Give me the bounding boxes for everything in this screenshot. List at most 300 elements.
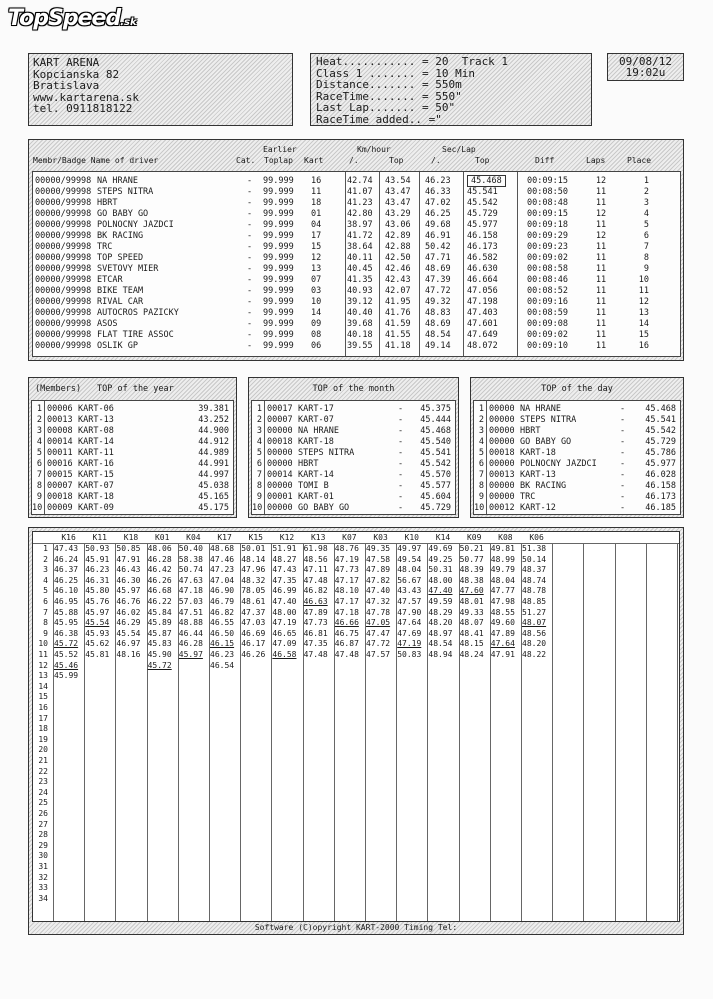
results-kmh-top: 42.43 — [385, 275, 411, 285]
top-month-row — [252, 415, 455, 426]
results-diff: 00:09:10 — [527, 341, 568, 351]
results-driver-name: SVETOVY MIER — [97, 264, 159, 274]
lap-time: 48.85 — [522, 597, 547, 606]
top-year-row — [32, 503, 233, 514]
results-toplap: 99.999 — [263, 341, 294, 351]
results-sec-top: 48.072 — [467, 341, 498, 351]
hdr-kmh-avg: /. — [349, 156, 359, 165]
results-diff: 00:09:18 — [527, 220, 568, 230]
results-kmh-avg: 38.97 — [347, 220, 373, 230]
results-kmh-avg: 41.35 — [347, 275, 373, 285]
lap-kart-header: K03 — [373, 533, 388, 542]
lap-time: 46.90 — [210, 586, 235, 596]
lap-row-number: 1 — [43, 544, 48, 553]
lap-time: 61.98 — [303, 544, 328, 553]
results-driver-name: OSLIK GP — [97, 341, 138, 351]
hdr-sec-top: Top — [475, 156, 490, 165]
lap-time: 56.67 — [397, 575, 422, 585]
venue-line: tel. 0911818122 — [33, 102, 133, 115]
top-year-rank: 5 — [36, 448, 42, 458]
results-sec-top: 47.056 — [467, 286, 498, 296]
results-kart: 09 — [311, 319, 322, 329]
hdr-kmh: Km/hour — [357, 145, 391, 154]
top-month-row — [252, 459, 455, 470]
lap-time: 45.84 — [147, 607, 172, 617]
results-laps: 11 — [595, 275, 607, 285]
lap-time: 48.15 — [459, 639, 484, 649]
results-cat: - — [247, 242, 253, 252]
results-driver-name: POLNOCNY JAZDCI — [97, 220, 174, 230]
results-diff: 00:08:46 — [527, 275, 568, 285]
results-diff: 00:09:15 — [527, 209, 568, 219]
top-month-member-id: 00000 — [267, 503, 293, 513]
results-kmh-top: 41.76 — [385, 308, 411, 318]
top-month-row — [252, 437, 455, 448]
results-kart: 16 — [311, 176, 322, 186]
top-year-kart: KART-11 — [78, 448, 114, 458]
top-day-cat: - — [620, 448, 626, 458]
results-toplap: 99.999 — [263, 253, 294, 263]
results-row — [33, 209, 680, 220]
top-day-member-id: 00000 — [489, 415, 515, 425]
results-sec-top: 46.630 — [467, 264, 498, 274]
lap-time: 46.15 — [210, 639, 235, 649]
lap-time: 48.20 — [428, 618, 453, 628]
top-year-row — [32, 448, 233, 459]
results-row — [33, 330, 680, 341]
lap-time: 46.65 — [272, 628, 297, 638]
results-member-id: 00000/99998 — [35, 308, 92, 318]
top-day-cat: - — [620, 459, 626, 469]
lap-row-number: 4 — [43, 575, 48, 585]
lap-kart-header: K16 — [61, 533, 76, 542]
lap-time: 47.18 — [334, 607, 359, 617]
top-day-cat: - — [620, 415, 626, 425]
members-label: (Members) — [35, 384, 82, 394]
lap-time: 46.26 — [147, 575, 172, 585]
results-cat: - — [247, 231, 253, 241]
lap-time: 47.19 — [397, 639, 422, 649]
results-cat: - — [247, 220, 253, 230]
results-kmh-avg: 40.11 — [347, 253, 373, 263]
top-year-kart: KART-09 — [78, 503, 114, 513]
lap-row-number: 19 — [38, 734, 48, 744]
results-member-id: 00000/99998 — [35, 220, 92, 230]
results-laps: 12 — [595, 231, 607, 241]
lap-time: 45.72 — [54, 639, 79, 649]
results-kmh-top: 42.88 — [385, 242, 411, 252]
top-month-kart: GO BABY GO — [298, 503, 350, 513]
lap-time: 47.19 — [334, 554, 359, 564]
results-diff: 00:09:08 — [527, 319, 568, 329]
top-day-kart: KART-12 — [520, 503, 556, 513]
top-month-rank: 10 — [252, 503, 263, 513]
lap-kart-header: K06 — [529, 533, 544, 542]
results-laps: 11 — [595, 187, 607, 197]
lap-time: 47.91 — [116, 554, 141, 564]
results-sec-top: 46.158 — [467, 231, 498, 241]
lap-row-number: 21 — [38, 756, 48, 765]
results-kmh-avg: 42.74 — [347, 176, 373, 186]
results-member-id: 00000/99998 — [35, 297, 92, 307]
lap-time: 46.58 — [272, 650, 297, 659]
results-place: 7 — [643, 242, 649, 252]
lap-time: 46.69 — [241, 628, 266, 638]
results-kmh-top: 43.54 — [385, 176, 411, 186]
lap-time: 47.89 — [303, 607, 328, 617]
results-kmh-avg: 41.07 — [347, 187, 373, 197]
results-place: 12 — [638, 297, 649, 307]
lap-row-number: 29 — [38, 840, 48, 850]
top-day-time: 46.185 — [645, 503, 676, 513]
top-day-rank: 5 — [478, 448, 484, 458]
top-year-kart: KART-14 — [78, 437, 114, 447]
lap-time: 47.32 — [366, 597, 391, 606]
top-day-member-id: 00000 — [489, 426, 515, 436]
lap-time: 46.31 — [85, 575, 110, 585]
top-month-rank: 1 — [256, 404, 262, 414]
results-diff: 00:09:29 — [527, 231, 568, 241]
lap-time: 47.43 — [272, 565, 297, 575]
results-row — [33, 286, 680, 297]
lap-kart-header: K08 — [498, 533, 513, 542]
results-table — [32, 171, 681, 357]
results-laps: 11 — [595, 264, 607, 274]
results-kmh-top: 43.06 — [385, 220, 411, 230]
lap-time: 48.22 — [522, 650, 547, 659]
top-year-row — [32, 415, 233, 426]
top-year-row — [32, 470, 233, 481]
lap-time: 46.82 — [210, 607, 235, 617]
top-day-row — [474, 448, 680, 459]
results-laps: 12 — [595, 176, 607, 186]
lap-time: 47.47 — [366, 628, 391, 638]
results-member-id: 00000/99998 — [35, 187, 92, 197]
top-month-cat: - — [398, 437, 404, 447]
top-month-row — [252, 426, 455, 437]
lap-time: 47.73 — [334, 565, 359, 575]
lap-time: 48.55 — [490, 607, 515, 617]
lap-time: 47.82 — [366, 575, 391, 585]
lap-time: 51.27 — [522, 607, 547, 617]
lap-kart-header: K13 — [310, 533, 326, 542]
race-info-line: Last Lap....... = 50" — [316, 101, 456, 114]
top-year-rank: 6 — [36, 459, 42, 469]
lap-time: 49.33 — [459, 607, 484, 617]
results-cat: - — [247, 198, 253, 208]
top-year-time: 45.175 — [198, 503, 229, 513]
top-month-box — [248, 377, 459, 518]
lap-time: 48.07 — [522, 618, 547, 628]
results-toplap: 99.999 — [263, 308, 294, 318]
lap-time: 46.17 — [241, 639, 266, 649]
lap-time: 46.81 — [303, 628, 328, 638]
lap-time: 47.57 — [397, 597, 422, 606]
race-info-line: Distance....... = 550m — [316, 78, 462, 91]
top-day-kart: GO BABY GO — [520, 437, 572, 447]
lap-kart-header: K15 — [248, 533, 263, 542]
results-sec-avg: 48.54 — [425, 330, 451, 340]
top-month-row — [252, 503, 455, 514]
top-year-kart: KART-13 — [78, 415, 114, 425]
results-laps: 11 — [595, 198, 607, 208]
venue-line: Kopcianska 82 — [33, 67, 120, 81]
results-place: 8 — [643, 253, 649, 263]
results-kmh-avg: 40.40 — [347, 308, 373, 318]
lap-row-number: 18 — [38, 724, 48, 734]
top-day-cat: - — [620, 481, 626, 491]
lap-time: 45.99 — [54, 671, 79, 681]
results-sec-avg: 47.39 — [425, 275, 451, 285]
footer-text: Software (C)opyright KART-2000 Timing Tel: — [254, 923, 458, 932]
lap-time: 45.80 — [85, 586, 110, 596]
results-sec-top: 46.582 — [467, 253, 498, 263]
top-month-kart: KART-14 — [298, 470, 334, 480]
lap-time: 47.89 — [490, 628, 515, 638]
race-info-line: RaceTime....... = 550" — [316, 89, 462, 103]
lap-time: 47.72 — [366, 639, 391, 649]
results-kmh-avg: 39.68 — [347, 319, 373, 329]
lap-row-number: 11 — [38, 650, 48, 659]
lap-time: 46.28 — [147, 554, 172, 564]
lap-time: 45.83 — [147, 639, 172, 649]
top-day-member-id: 00000 — [489, 437, 515, 447]
lap-time: 48.06 — [147, 544, 172, 553]
top-day-title: TOP of the day — [541, 384, 613, 394]
lap-time: 45.93 — [85, 628, 110, 638]
results-kmh-avg: 39.12 — [347, 297, 373, 307]
top-day-rank: 8 — [478, 481, 484, 491]
lap-row-number: 13 — [38, 671, 48, 681]
results-toplap: 99.999 — [263, 220, 294, 230]
results-row — [33, 187, 680, 198]
results-diff: 00:08:58 — [527, 264, 568, 274]
top-day-member-id: 00000 — [489, 492, 515, 502]
top-day-rank: 9 — [478, 492, 484, 502]
results-sec-avg: 48.69 — [425, 264, 451, 274]
lap-time: 46.26 — [241, 650, 266, 659]
results-driver-name: STEPS NITRA — [97, 187, 154, 197]
results-sec-top: 45.542 — [467, 198, 498, 208]
lap-time: 47.58 — [366, 554, 391, 564]
top-month-time: 45.729 — [420, 503, 451, 513]
top-year-kart: KART-08 — [78, 426, 114, 436]
results-cat: - — [247, 187, 253, 197]
results-sec-top: 46.173 — [467, 242, 498, 252]
results-diff: 00:09:23 — [527, 242, 568, 252]
lap-time: 46.54 — [210, 660, 235, 670]
top-year-member-id: 00015 — [47, 470, 73, 480]
lap-time: 47.90 — [397, 607, 422, 617]
top-year-time: 43.252 — [198, 415, 229, 425]
results-row — [33, 242, 680, 253]
results-kmh-avg: 40.18 — [347, 330, 373, 340]
results-kart: 04 — [311, 220, 322, 230]
lap-time: 47.19 — [272, 618, 297, 628]
lap-time: 47.40 — [366, 586, 391, 596]
top-month-member-id: 00001 — [267, 492, 293, 502]
venue-line: Bratislava — [33, 79, 100, 92]
top-day-cat: - — [620, 404, 626, 414]
results-member-id: 00000/99998 — [35, 264, 92, 274]
lap-time: 46.99 — [272, 586, 297, 596]
results-sec-top: 47.403 — [467, 308, 498, 318]
top-year-rank: 3 — [36, 426, 42, 436]
lap-kart-header: K17 — [217, 533, 232, 542]
results-sec-avg: 49.14 — [425, 341, 451, 351]
hdr-cat: Cat. — [236, 156, 256, 165]
lap-time: 49.35 — [366, 544, 391, 553]
lap-time: 50.83 — [397, 650, 422, 659]
lap-row-number: 33 — [38, 883, 48, 893]
top-month-time: 45.542 — [420, 459, 451, 469]
lap-time: 50.74 — [178, 565, 203, 575]
results-row — [33, 253, 680, 264]
top-day-row — [474, 470, 680, 481]
lap-time: 57.03 — [178, 597, 203, 606]
results-row — [33, 308, 680, 319]
lap-row-number: 24 — [38, 787, 48, 797]
results-cat: - — [247, 319, 253, 329]
lap-time: 45.97 — [178, 650, 203, 659]
lap-row-number: 15 — [38, 692, 48, 702]
top-year-member-id: 00016 — [47, 459, 73, 469]
lap-time: 48.76 — [334, 544, 359, 553]
lap-time: 46.76 — [116, 597, 141, 606]
results-cat: - — [247, 264, 253, 274]
top-year-time: 44.912 — [198, 437, 229, 447]
results-laps: 11 — [595, 319, 607, 329]
lap-time: 48.78 — [522, 586, 547, 596]
lap-time: 48.39 — [459, 565, 484, 575]
lap-time: 47.48 — [303, 650, 328, 659]
results-driver-name: ETCAR — [97, 275, 123, 285]
lap-row-number: 16 — [38, 703, 48, 712]
lap-time: 46.28 — [178, 639, 203, 649]
results-kart: 03 — [311, 286, 322, 296]
lap-row-number: 5 — [43, 586, 48, 596]
results-row — [33, 231, 680, 242]
lap-time: 48.16 — [116, 650, 141, 659]
results-toplap: 99.999 — [263, 319, 294, 329]
results-row — [33, 319, 680, 330]
results-driver-name: RIVAL CAR — [97, 297, 144, 307]
results-kart: 13 — [311, 264, 322, 274]
results-diff: 00:09:02 — [527, 330, 568, 340]
results-member-id: 00000/99998 — [35, 209, 92, 219]
lap-time: 51.38 — [522, 544, 547, 553]
top-year-row — [32, 404, 233, 415]
lap-time: 46.37 — [54, 565, 79, 575]
results-kart: 07 — [311, 275, 322, 285]
results-sec-top: 47.198 — [467, 297, 498, 307]
top-year-kart: KART-06 — [78, 404, 114, 414]
lap-time: 47.43 — [54, 544, 79, 553]
lap-time: 48.00 — [428, 575, 453, 585]
lap-time: 47.73 — [303, 618, 328, 628]
hdr-sec-avg: /. — [431, 156, 441, 165]
results-sec-avg: 47.72 — [425, 286, 451, 296]
top-year-time: 45.038 — [198, 481, 229, 491]
lap-time: 47.48 — [303, 575, 328, 585]
lap-time: 49.60 — [490, 618, 515, 628]
lap-row-number: 3 — [43, 565, 48, 575]
top-year-time: 39.381 — [198, 404, 229, 414]
top-month-member-id: 00017 — [267, 404, 293, 414]
top-day-box — [470, 377, 684, 518]
results-toplap: 99.999 — [263, 297, 294, 307]
lap-time: 48.61 — [241, 597, 266, 606]
top-year-kart: KART-18 — [78, 492, 114, 502]
results-row — [33, 220, 680, 231]
lap-time: 47.04 — [210, 575, 235, 585]
race-time: 19:02u — [625, 66, 666, 79]
top-day-row — [474, 481, 680, 492]
lap-row-number: 34 — [38, 893, 48, 903]
lap-time: 47.89 — [366, 565, 391, 575]
top-year-member-id: 00009 — [47, 503, 73, 513]
top-day-member-id: 00000 — [489, 481, 515, 491]
top-day-time: 45.977 — [645, 459, 676, 469]
lap-time: 47.63 — [178, 575, 203, 585]
lap-time: 45.81 — [85, 650, 110, 659]
hdr-earlier: Earlier — [263, 145, 297, 154]
lap-row-number: 28 — [38, 830, 48, 840]
lap-time: 45.72 — [147, 660, 172, 670]
top-day-row — [474, 459, 680, 470]
results-place: 1 — [643, 176, 649, 186]
results-place: 15 — [638, 330, 649, 340]
lap-time: 50.77 — [459, 554, 484, 564]
results-kart: 15 — [311, 242, 322, 252]
lap-time: 47.46 — [210, 554, 235, 564]
top-year-member-id: 00008 — [47, 426, 73, 436]
results-member-id: 00000/99998 — [35, 242, 92, 252]
top-day-row — [474, 437, 680, 448]
results-place: 3 — [643, 198, 649, 208]
lap-kart-header: K18 — [123, 533, 139, 542]
results-sec-avg: 49.68 — [425, 220, 451, 230]
top-year-time: 44.989 — [198, 448, 229, 458]
top-day-kart: KART-18 — [520, 448, 556, 458]
top-month-rank: 7 — [256, 470, 262, 480]
results-member-id: 00000/99998 — [35, 341, 92, 351]
top-year-rank: 4 — [36, 437, 42, 447]
lap-time: 48.99 — [490, 554, 515, 564]
lap-row-number: 31 — [38, 862, 48, 871]
laps-box — [28, 527, 684, 935]
top-day-cat: - — [620, 470, 626, 480]
lap-time: 47.78 — [366, 607, 391, 617]
hdr-kart: Kart — [304, 156, 324, 165]
top-month-member-id: 00000 — [267, 448, 293, 458]
lap-kart-header: K07 — [342, 533, 357, 542]
top-month-cat: - — [398, 415, 404, 425]
results-place: 11 — [638, 286, 649, 296]
lap-time: 47.57 — [366, 650, 391, 659]
lap-time: 47.09 — [272, 639, 297, 649]
top-year-kart: KART-15 — [78, 470, 114, 480]
results-diff: 00:08:48 — [527, 198, 568, 208]
results-row — [33, 341, 680, 352]
top-month-member-id: 00000 — [267, 481, 293, 491]
results-diff: 00:08:52 — [527, 286, 568, 296]
top-month-kart: KART-01 — [298, 492, 334, 502]
results-diff: 00:09:15 — [527, 176, 568, 186]
lap-time: 48.54 — [428, 639, 453, 649]
lap-time: 48.38 — [459, 575, 484, 585]
results-toplap: 99.999 — [263, 275, 294, 285]
